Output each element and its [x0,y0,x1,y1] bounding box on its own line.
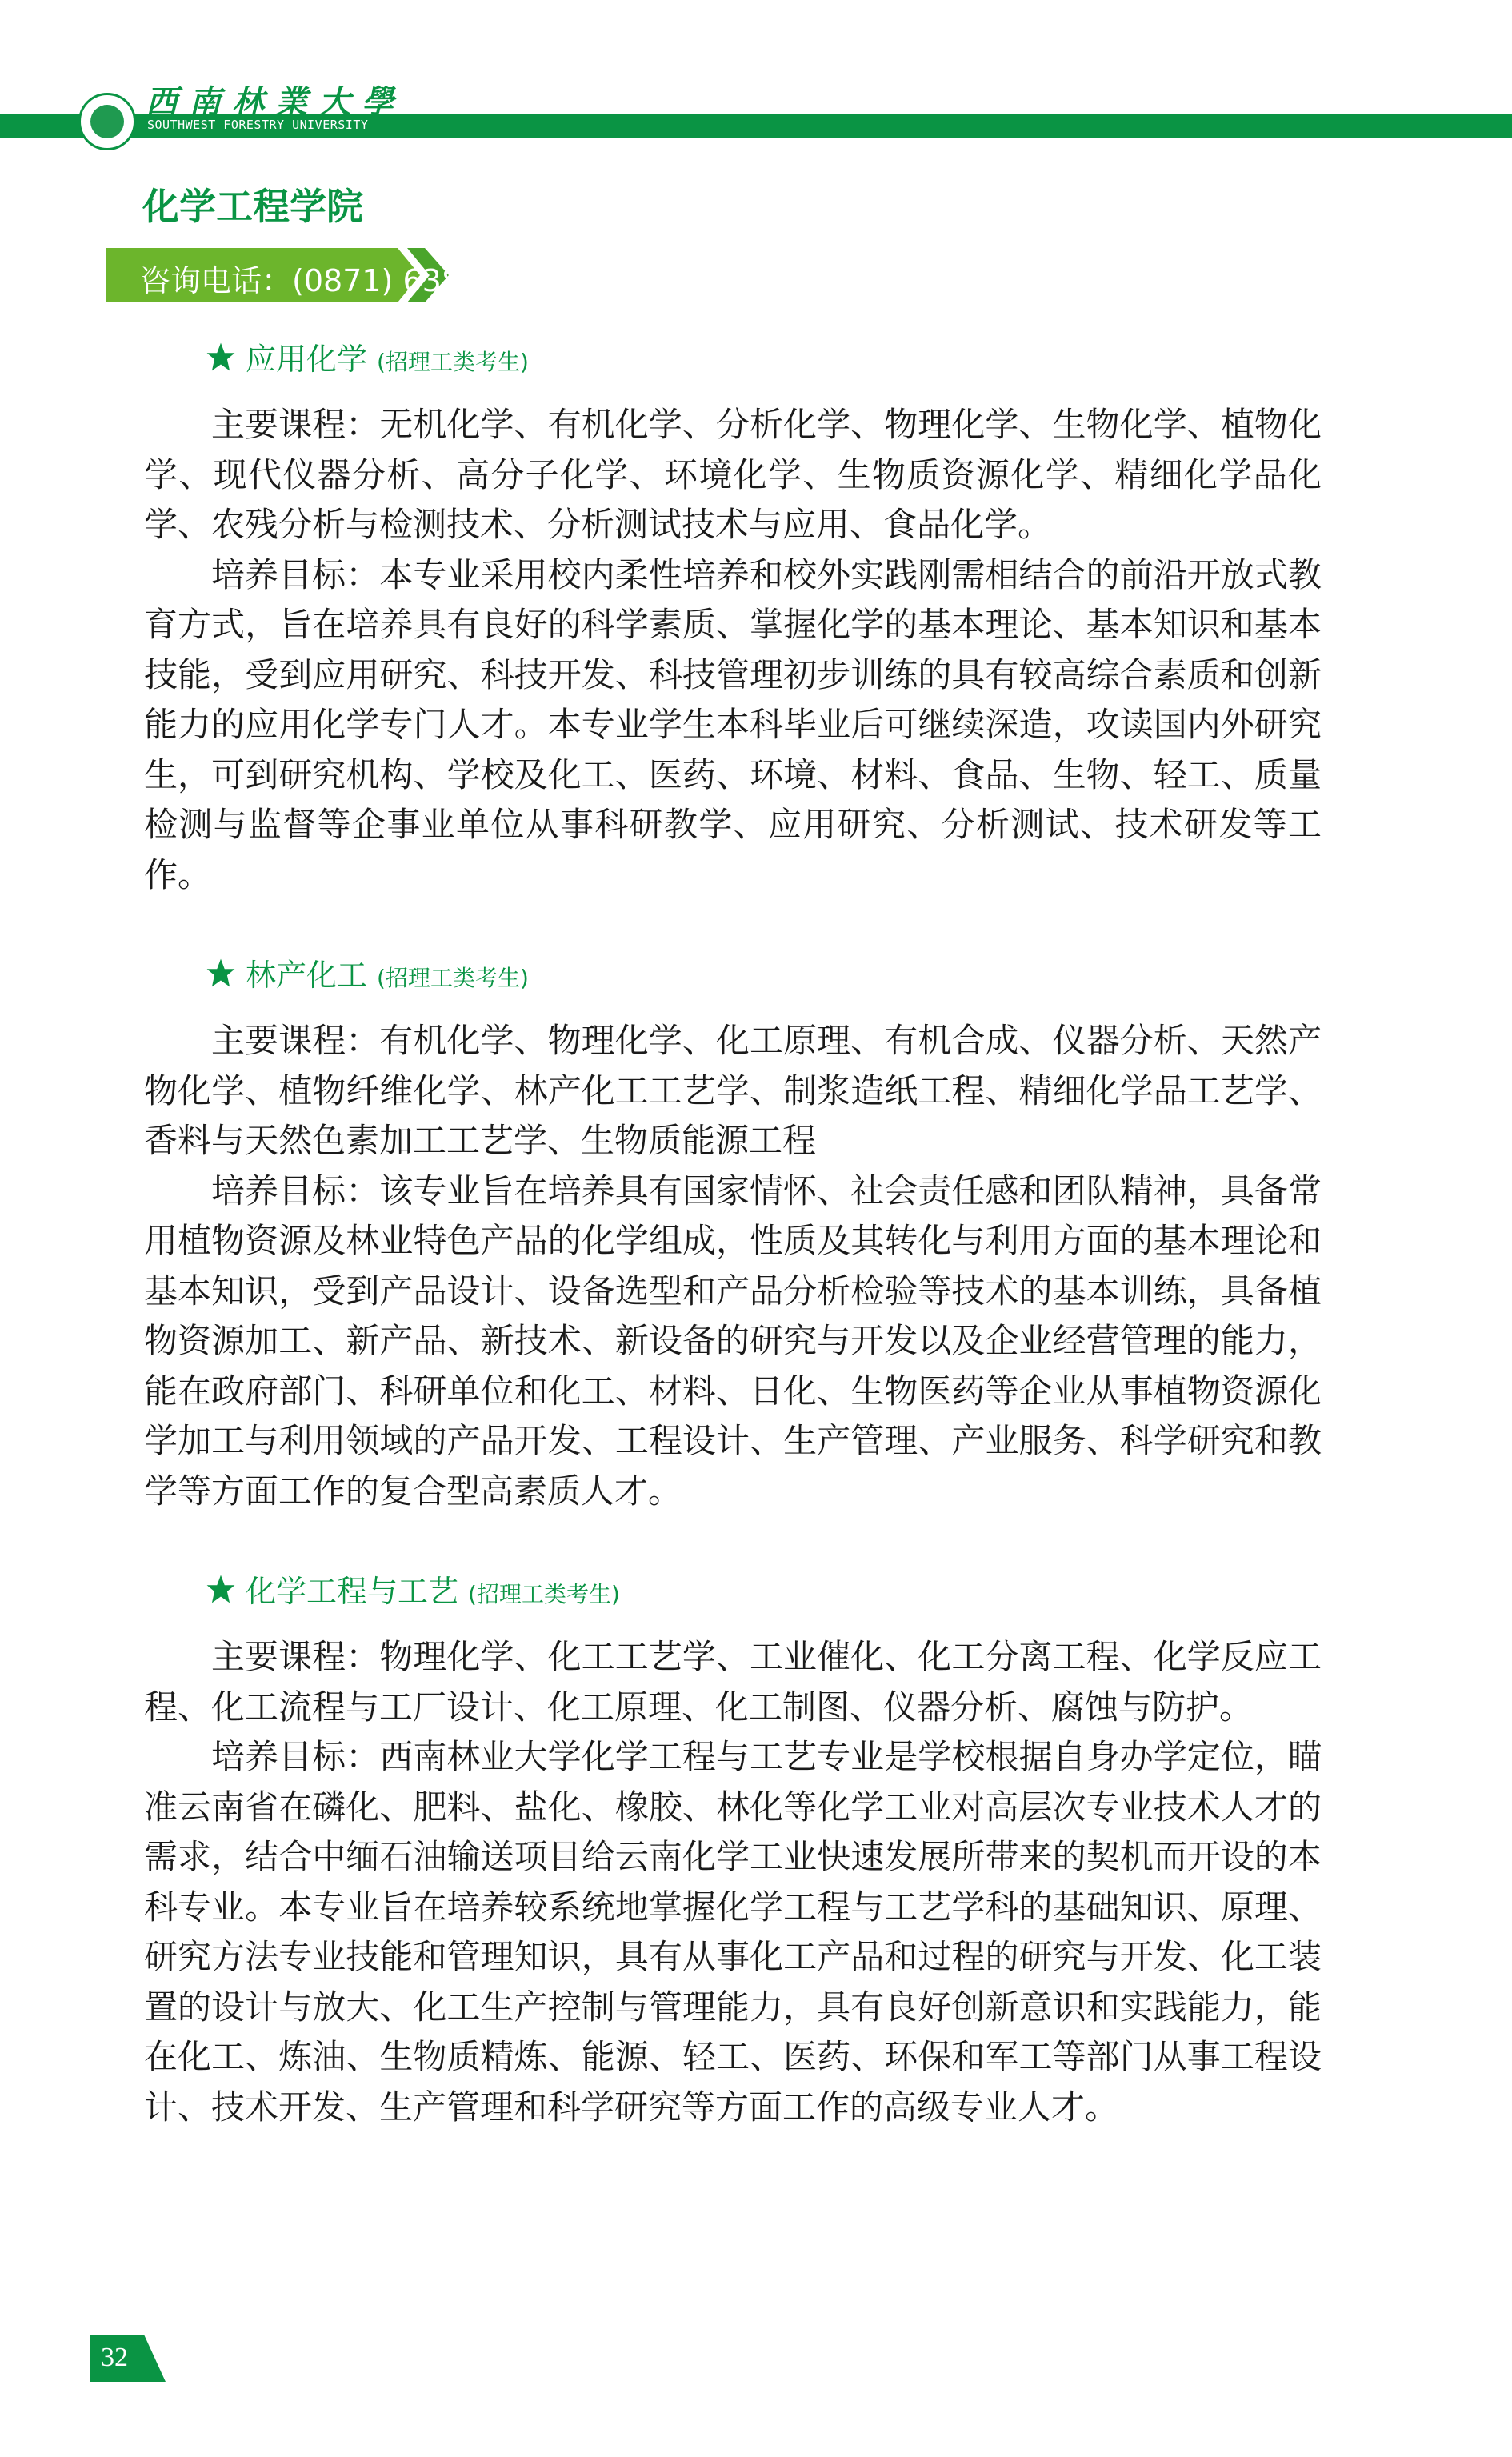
major-name: 林产化工 [246,958,368,993]
section-body [144,400,1322,900]
contact-banner [106,246,586,302]
section-body [144,1016,1322,1516]
star-icon [206,1574,236,1604]
page-number: 32 [101,2343,128,2372]
contact-label: 咨询电话： [140,263,293,298]
major-name: 化学工程与工艺 [246,1574,459,1609]
courses-paragraph: 主要课程：有机化学、物理化学、化工原理、有机合成、仪器分析、天然产物化学、植物纤维化学、林产化工工艺学、制浆造纸工程、精细化学品工艺学、香料与天然色素加工工艺学、生物质能源工程 [144,1021,1322,1160]
university-seal-logo [78,93,136,150]
major-name: 应用化学 [246,342,368,377]
phone-number: (0871) 63863519 [292,263,558,298]
courses-paragraph: 主要课程：物理化学、化工工艺学、工业催化、化工分离工程、化学反应工程、化工流程与工厂设计、化工原理、化工制图、仪器分析、腐蚀与防护。 [144,1637,1322,1727]
section-heading [206,334,529,378]
section-heading [206,950,529,994]
star-icon [206,342,236,372]
contact-phone [140,256,558,300]
major-note: (招理工类考生) [377,965,529,991]
university-name-cn: 西南林業大學 [146,83,405,121]
page-number-badge [90,2335,166,2382]
section-heading [206,1567,620,1611]
page-title: 化学工程学院 [142,185,363,228]
courses-paragraph: 主要课程：无机化学、有机化学、分析化学、物理化学、生物化学、植物化学、现代仪器分析、高分子化学、环境化学、生物质资源化学、精细化学品化学、农残分析与检测技术、分析测试技术与应用、食品化学。 [144,405,1322,544]
goal-paragraph: 培养目标：本专业采用校内柔性培养和校外实践刚需相结合的前沿开放式教育方式，旨在培养具有良好的科学素质、掌握化学的基本理论、基本知识和基本技能，受到应用研究、科技开发、科技管理初步训练的具有较高综合素质和创新能力的应用化学专门人才。本专业学生本科毕业后可继续深造，攻读国内外研究生，可到研究机构、学校及化工、医药、环境、材料、食品、生物、轻工、质量检测与监督等企事业单位从事科研教学、应用研究、分析测试、技术研发等工作。 [144,554,1322,894]
star-icon [206,958,236,988]
goal-paragraph: 培养目标：西南林业大学化学工程与工艺专业是学校根据自身办学定位，瞄准云南省在磷化、肥料、盐化、橡胶、林化等化学工业对高层次专业技术人才的需求，结合中缅石油输送项目给云南化学工业快速发展所带来的契机而开设的本科专业。本专业旨在培养较系统地掌握化学工程与工艺学科的基础知识、原理、研究方法专业技能和管理知识，具有从事化工产品和过程的研究与开发、化工装置的设计与放大、化工生产控制与管理能力，具有良好创新意识和实践能力，能在化工、炼油、生物质精炼、能源、轻工、医药、环保和军工等部门从事工程设计、技术开发、生产管理和科学研究等方面工作的高级专业人才。 [144,1737,1322,2127]
goal-paragraph: 培养目标：该专业旨在培养具有国家情怀、社会责任感和团队精神，具备常用植物资源及林业特色产品的化学组成，性质及其转化与利用方面的基本理论和基本知识，受到产品设计、设备选型和产品分析检验等技术的基本训练，具备植物资源加工、新产品、新技术、新设备的研究与开发以及企业经营管理的能力，能在政府部门、科研单位和化工、材料、日化、生物医药等企业从事植物资源化学加工与利用领域的产品开发、工程设计、生产管理、产业服务、科学研究和教学等方面工作的复合型高素质人才。 [144,1170,1322,1511]
major-note: (招理工类考生) [468,1581,620,1607]
section-body [144,1632,1322,2132]
university-name-en: SOUTHWEST FORESTRY UNIVERSITY [147,118,369,132]
major-note: (招理工类考生) [377,349,529,375]
